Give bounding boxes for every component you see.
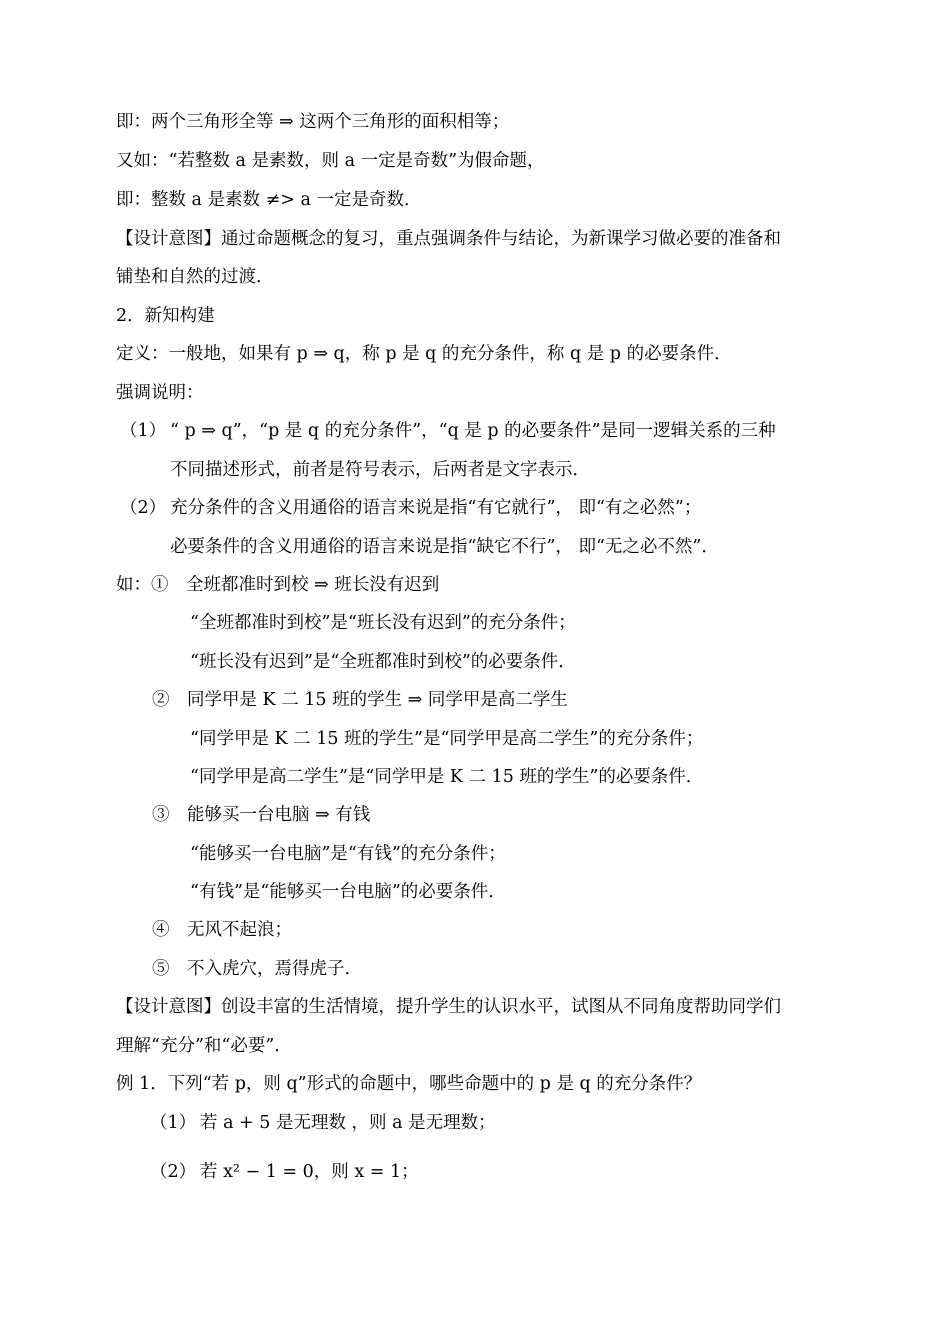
design-intent-2: 【设计意图】创设丰富的生活情境，提升学生的认识水平，试图从不同角度帮助同学们	[116, 997, 781, 1017]
example-3-line: ③ 能够买一台电脑 ⇒ 有钱	[152, 805, 371, 825]
text-line-2: 又如：“若整数 a 是素数，则 a 一定是奇数”为假命题，	[116, 151, 545, 171]
design-intent-1-cont: 铺垫和自然的过渡．	[116, 267, 274, 287]
emphasis-item-1: “ p ⇒ q”，“p 是 q 的充分条件”，“q 是 p 的必要条件”是同一逻辑关系的三种	[170, 421, 776, 441]
emphasis-item-2-cont: 必要条件的含义用通俗的语言来说是指“缺它不行”， 即“无之必不然”．	[170, 537, 719, 557]
question-item-2: 若 x² − 1 = 0，则 x = 1；	[200, 1162, 419, 1182]
example-1-sufficient: “全班都准时到校”是“班长没有迟到”的充分条件；	[190, 613, 576, 633]
example-3-sufficient: “能够买一台电脑”是“有钱”的充分条件；	[190, 844, 506, 864]
definition-line: 定义：一般地，如果有 p ⇒ q，称 p 是 q 的充分条件，称 q 是 p 的必要条件．	[116, 344, 732, 364]
question-marker-1: （1）	[150, 1113, 197, 1133]
example-5-line: ⑤ 不入虎穴，焉得虎子．	[152, 959, 362, 979]
example-2-necessary: “同学甲是高二学生”是“同学甲是 K 二 15 班的学生”的必要条件．	[190, 767, 704, 787]
example-1-necessary: “班长没有迟到”是“全班都准时到校”的必要条件．	[190, 652, 576, 672]
section-heading: 2．新知构建	[116, 306, 215, 326]
example-question: 例 1．下列“若 p，则 q”形式的命题中，哪些命题中的 p 是 q 的充分条件？	[116, 1074, 702, 1094]
design-intent-1: 【设计意图】通过命题概念的复习，重点强调条件与结论，为新课学习做必要的准备和	[116, 229, 781, 249]
example-2-sufficient: “同学甲是 K 二 15 班的学生”是“同学甲是高二学生”的充分条件；	[190, 729, 704, 749]
design-intent-2-cont: 理解“充分”和“必要”．	[116, 1036, 292, 1056]
example-2-line: ② 同学甲是 K 二 15 班的学生 ⇒ 同学甲是高二学生	[152, 690, 568, 710]
text-line-3: 即：整数 a 是素数 ≠> a 一定是奇数．	[116, 190, 422, 210]
question-item-1: 若 a + 5 是无理数 ，则 a 是无理数；	[200, 1113, 496, 1133]
item-marker-1: （1）	[120, 421, 167, 441]
item-marker-2: （2）	[120, 498, 167, 518]
text-line-1: 即：两个三角形全等 ⇒ 这两个三角形的面积相等；	[116, 112, 510, 132]
example-1-line: 如：① 全班都准时到校 ⇒ 班长没有迟到	[116, 575, 440, 595]
emphasis-heading: 强调说明：	[116, 383, 204, 403]
emphasis-item-2: 充分条件的含义用通俗的语言来说是指“有它就行”， 即“有之必然”；	[170, 498, 702, 518]
example-3-necessary: “有钱”是“能够买一台电脑”的必要条件．	[190, 882, 506, 902]
emphasis-item-1-cont: 不同描述形式，前者是符号表示，后两者是文字表示．	[170, 460, 590, 480]
example-4-line: ④ 无风不起浪；	[152, 920, 292, 940]
question-marker-2: （2）	[150, 1162, 197, 1182]
